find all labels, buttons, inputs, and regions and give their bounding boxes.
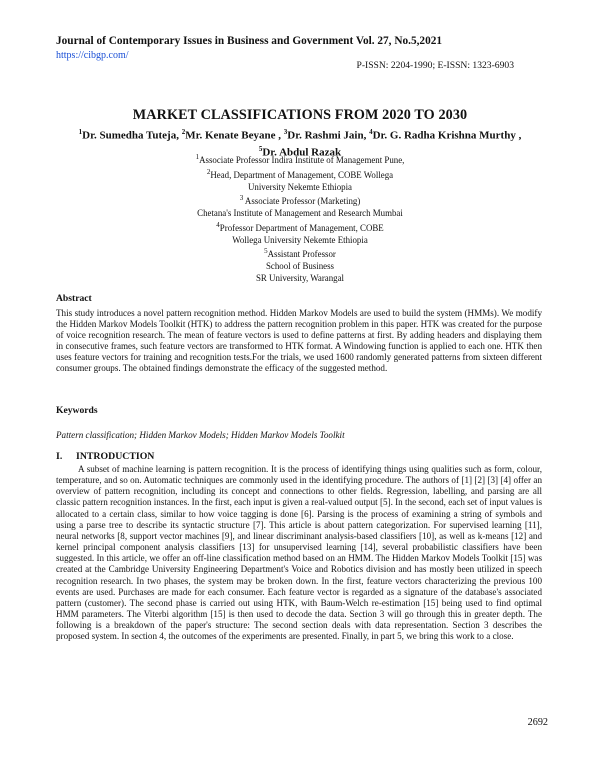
affiliation-text: Head, Department of Management, COBE Wollega <box>210 169 394 180</box>
author-superscript: 1 <box>78 128 83 136</box>
affiliation-superscript: 1 <box>195 153 200 161</box>
paper-title: MARKET CLASSIFICATIONS FROM 2020 TO 2030 <box>132 107 468 123</box>
affiliation-line: School of Business <box>265 261 335 272</box>
author-name: Dr. G. Radha Krishna Murthy , <box>372 129 522 142</box>
author-name: Mr. Kenate Beyane , <box>185 129 284 142</box>
affiliation-line: SR University, Warangal <box>255 273 345 284</box>
introduction-heading <box>56 451 154 462</box>
affiliation-line: Chetana's Institute of Management and Research Mumbai <box>197 208 403 219</box>
affiliation-line: Wollega University Nekemte Ethiopia <box>232 234 368 245</box>
affiliation-text: Professor Department of Management, COBE <box>219 222 384 233</box>
affiliation-line <box>60 246 540 261</box>
keywords-heading: Keywords <box>56 405 98 416</box>
affiliation-superscript: 2 <box>206 167 211 176</box>
abstract-body: This study introduces a novel pattern recognition method. Hidden Markov Models are used to build the system (HMMs). We modify the Hidden Markov Models Toolkit (HTK) to address the pattern recognition problem in this paper. HTK was created for the purpose of voice recognition research. The mean of feature vectors is used to define patterns at first. By adding headers and displaying them in consecutive frames, such feature vectors are transformed to HTK format. A Windowing function is applied to each one. HTK then uses feature vectors for training and recognition tests.For the trials, we used 1600 randomly generated patterns from sixteen different consumer groups. The obtained findings demonstrate the efficacy of the suggested method. <box>56 308 542 374</box>
author-superscript: 5 <box>258 144 263 153</box>
affiliation-line <box>60 152 540 167</box>
affiliation-line: University Nekemte Ethiopia <box>247 181 352 192</box>
author-name: Dr. Sumedha Tuteja, <box>82 129 182 142</box>
affiliation-superscript: 5 <box>264 247 268 256</box>
affiliation-superscript: 4 <box>216 220 220 229</box>
journal-url-link[interactable]: https://cibgp.com/ <box>56 50 129 61</box>
affiliation-text: Assistant Professor <box>267 249 336 260</box>
keywords-body: Pattern classification; Hidden Markov Models; Hidden Markov Models Toolkit <box>56 430 345 440</box>
affiliation-superscript: 3 <box>239 194 244 203</box>
affiliation-text: Associate Professor Indira Institute of Management Pune, <box>199 154 405 165</box>
affiliation-line <box>60 220 540 235</box>
affiliation-line <box>60 167 540 182</box>
author-superscript: 4 <box>369 128 373 136</box>
affiliation-text: Associate Professor (Marketing) <box>243 196 361 207</box>
journal-header: Journal of Contemporary Issues in Business and Government Vol. 27, No.5,2021 <box>56 35 443 47</box>
author-name: Dr. Abdul Razak <box>262 146 342 159</box>
section-title: INTRODUCTION <box>76 451 155 462</box>
introduction-body: A subset of machine learning is pattern recognition. It is the process of identifying things using qualities such as form, colour, temperature, and so on. Automatic techniques are commonly used in the identifying procedure. The authors of [1] [2] [3] [4] offer an overview of pattern recognition, including its concept and connections to other fields. Regression, labelling, and parsing are all classic pattern recognition instances. In the first, each input is given a real-valued output [5]. In the second, each set of input values is allocated to a certain class, similar to how voice tagging is done [6]. Parsing is the process of examining a string of symbols and using a parse tree to describe its syntactic structure [7]. This article is about pattern categorization. For supervised learning [11], neural networks [8, support vector machines [9], and linear discriminant analysis-based classifiers [10], as well as k-means [12] and kernel principal component analysis classifiers [13] for unsupervised learning [14], several probabilistic classifiers have been suggested. In this article, we offer an off-line classification method based on an HMM. The Hidden Markov Models Toolkit [15] was created at the Cambridge University Engineering Department's Voice and Robotics division and has mostly been utilized in speech recognition research. In two phases, the system may be broken down. In the first, feature vectors characterizing the previous 100 events are used. Purchases are made for each consumer. Each feature vector is regarded as a signature of the database's associated pattern (customer). The second phase is carried out using HTK, with Baum-Welch re-estimation [15] being used to find optimal HMM parameters. The Viterbi algorithm [15] is then used to decode the data. Section 3 will go through this in greater depth. The following is a breakdown of the paper's structure: The second section deals with data representation. Section 3 describes the proposed system. In section 4, the outcomes of the experiments are presented. Finally, in part 5, we bring this work to a close. <box>56 464 542 642</box>
affiliation-line <box>60 193 540 208</box>
author-superscript: 2 <box>181 128 186 136</box>
abstract-heading: Abstract <box>56 293 92 304</box>
author-name: Dr. Rashmi Jain, <box>287 129 370 142</box>
section-number: I. <box>56 451 63 462</box>
affiliation-list <box>60 152 540 285</box>
author-superscript: 3 <box>283 128 288 136</box>
page-number: 2692 <box>527 717 548 728</box>
issn-line: P-ISSN: 2204-1990; E-ISSN: 1323-6903 <box>356 60 514 71</box>
